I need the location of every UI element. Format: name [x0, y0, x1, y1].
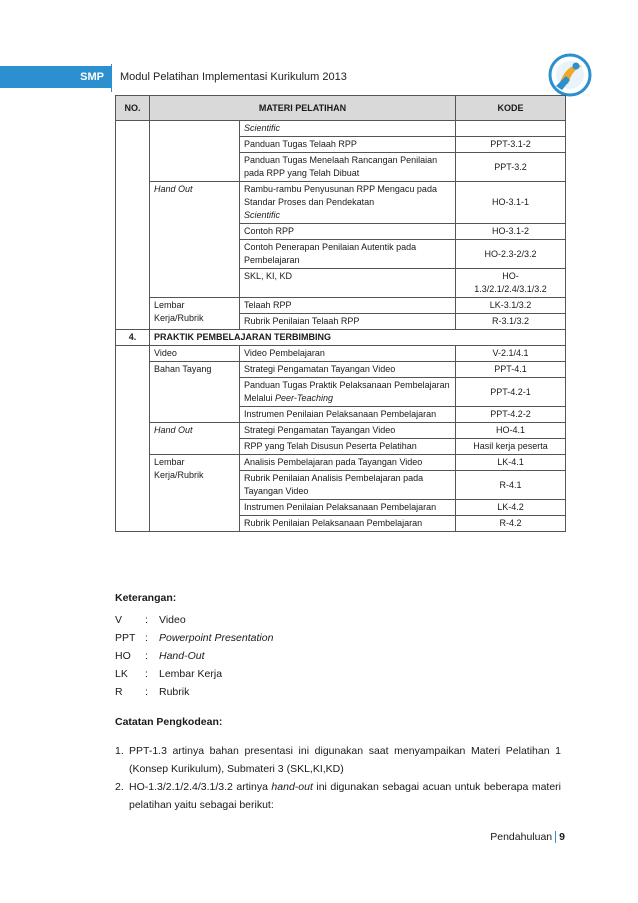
- list-text: [129, 778, 561, 814]
- table-row: [116, 455, 566, 471]
- header-kode: KODE: [456, 96, 566, 121]
- cell-item: [240, 378, 456, 407]
- cell-item: Strategi Pengamatan Tayangan Video: [240, 423, 456, 439]
- cell-kode: Hasil kerja peserta: [456, 439, 566, 455]
- cell-kode: PPT-4.2-1: [456, 378, 566, 407]
- cell-kode: PPT-3.1-2: [456, 137, 566, 153]
- legend-desc: Rubrik: [159, 686, 190, 698]
- cell-type: Hand Out: [150, 182, 240, 298]
- cell-kode: HO-3.1-2: [456, 224, 566, 240]
- cell-item: RPP yang Telah Disusun Peserta Pelatihan: [240, 439, 456, 455]
- item-text: Panduan Tugas Praktik Pelaksanaan Pembelajaran Melalui: [244, 380, 450, 403]
- legend-desc: Lembar Kerja: [159, 668, 223, 680]
- legend-abbr: V: [115, 614, 123, 626]
- cell-item: Instrumen Penilaian Pelaksanaan Pembelajaran: [240, 500, 456, 516]
- cell-item: Scientific: [240, 121, 456, 137]
- list-item: [115, 778, 561, 814]
- kode-part: HO-: [502, 271, 519, 281]
- cell-item: [240, 182, 456, 224]
- text-part-italic: hand-out: [271, 781, 313, 793]
- cell-item: Contoh RPP: [240, 224, 456, 240]
- text-part: HO-1.3/2.1/2.4/3.1/3.2 artinya: [129, 781, 272, 793]
- cell-type: Lembar Kerja/Rubrik: [150, 298, 240, 330]
- keterangan-title: Keterangan:: [115, 592, 177, 604]
- cell-item: Telaah RPP: [240, 298, 456, 314]
- cell-kode: R-3.1/3.2: [456, 314, 566, 330]
- table-row: [116, 298, 566, 314]
- section-row: [116, 330, 566, 346]
- text-part: ini digunakan sebagai acuan untuk beberapa materi pelatihan yaitu sebagai berikut:: [129, 781, 561, 811]
- kemdikbud-logo-icon: [546, 52, 594, 98]
- cell-kode: R-4.2: [456, 516, 566, 532]
- cell-type: Lembar Kerja/Rubrik: [150, 455, 240, 532]
- cell-kode: R-4.1: [456, 471, 566, 500]
- legend-sep: :: [145, 650, 148, 662]
- header-materi: MATERI PELATIHAN: [150, 96, 456, 121]
- cell-kode: [456, 269, 566, 298]
- legend-abbr: HO: [115, 650, 131, 662]
- legend-item: [115, 650, 205, 662]
- table-row: [116, 346, 566, 362]
- legend-abbr: PPT: [115, 632, 136, 644]
- item-text-italic: Peer-Teaching: [275, 393, 334, 403]
- legend-item: [115, 632, 273, 644]
- cell-kode: PPT-4.1: [456, 362, 566, 378]
- cell-item: Panduan Tugas Telaah RPP: [240, 137, 456, 153]
- table-row: [116, 423, 566, 439]
- item-text-italic: Scientific: [244, 210, 281, 220]
- cell-item: Contoh Penerapan Penilaian Autentik pada Pembelajaran: [240, 240, 456, 269]
- legend-desc: Hand-Out: [159, 650, 205, 662]
- legend-sep: :: [145, 614, 148, 626]
- legend-item: [115, 686, 189, 698]
- cell-kode: PPT-3.2: [456, 153, 566, 182]
- cell-type: Bahan Tayang: [150, 362, 240, 423]
- header-no: NO.: [116, 96, 150, 121]
- cell-item: Rubrik Penilaian Telaah RPP: [240, 314, 456, 330]
- page-footer: [490, 831, 565, 843]
- module-tab-badge: SMP: [0, 66, 112, 88]
- section-title: PRAKTIK PEMBELAJARAN TERBIMBING: [150, 330, 566, 346]
- cell-item: Strategi Pengamatan Tayangan Video: [240, 362, 456, 378]
- legend-sep: :: [145, 686, 148, 698]
- legend-item: [115, 614, 186, 626]
- module-title: Modul Pelatihan Implementasi Kurikulum 2013: [120, 71, 347, 83]
- cell-kode: LK-3.1/3.2: [456, 298, 566, 314]
- cell-no-blank: [116, 121, 150, 330]
- catatan-title: Catatan Pengkodean:: [115, 716, 223, 728]
- cell-kode: V-2.1/4.1: [456, 346, 566, 362]
- cell-item: Video Pembelajaran: [240, 346, 456, 362]
- cell-kode: HO-4.1: [456, 423, 566, 439]
- legend-abbr: R: [115, 686, 123, 698]
- cell-kode: LK-4.1: [456, 455, 566, 471]
- cell-item: Panduan Tugas Menelaah Rancangan Penilaian pada RPP yang Telah Dibuat: [240, 153, 456, 182]
- cell-item: Analisis Pembelajaran pada Tayangan Video: [240, 455, 456, 471]
- list-number: 2.: [115, 781, 124, 793]
- cell-item: SKL, KI, KD: [240, 269, 456, 298]
- cell-kode: LK-4.2: [456, 500, 566, 516]
- legend-sep: :: [145, 632, 148, 644]
- cell-kode: PPT-4.2-2: [456, 407, 566, 423]
- table-header-row: [116, 96, 566, 121]
- cell-kode: HO-3.1-1: [456, 182, 566, 224]
- cell-kode: [456, 121, 566, 137]
- list-text: PPT-1.3 artinya bahan presentasi ini digunakan saat menyampaikan Materi Pelatihan 1 (Konsep Kurikulum), Submateri 3 (SKL,KI,KD): [129, 745, 561, 775]
- table-row: [116, 362, 566, 378]
- legend-sep: :: [145, 668, 148, 680]
- cell-no: 4.: [116, 330, 150, 346]
- cell-item: Rubrik Penilaian Pelaksanaan Pembelajaran: [240, 516, 456, 532]
- table-row: [116, 121, 566, 137]
- cell-item: Instrumen Penilaian Pelaksanaan Pembelajaran: [240, 407, 456, 423]
- list-item: [115, 742, 561, 778]
- list-number: 1.: [115, 745, 124, 757]
- cell-type-blank: [150, 121, 240, 182]
- cell-type: Hand Out: [150, 423, 240, 455]
- legend-desc: Video: [159, 614, 186, 626]
- footer-divider: [555, 831, 556, 843]
- table-row: [116, 182, 566, 224]
- header-divider: [111, 64, 112, 92]
- cell-kode: HO-2.3-2/3.2: [456, 240, 566, 269]
- item-text: Rambu-rambu Penyusunan RPP Mengacu pada Standar Proses dan Pendekatan: [244, 184, 437, 207]
- materi-pelatihan-table: [115, 95, 566, 532]
- cell-type: Video: [150, 346, 240, 362]
- cell-no-blank: [116, 346, 150, 532]
- legend-abbr: LK: [115, 668, 128, 680]
- kode-part: 1.3/2.1/2.4/3.1/3.2: [474, 284, 547, 294]
- legend-desc: Powerpoint Presentation: [159, 632, 274, 644]
- footer-section: Pendahuluan: [490, 831, 553, 843]
- page-number: 9: [559, 831, 565, 843]
- cell-item: Rubrik Penilaian Analisis Pembelajaran pada Tayangan Video: [240, 471, 456, 500]
- legend-item: [115, 668, 222, 680]
